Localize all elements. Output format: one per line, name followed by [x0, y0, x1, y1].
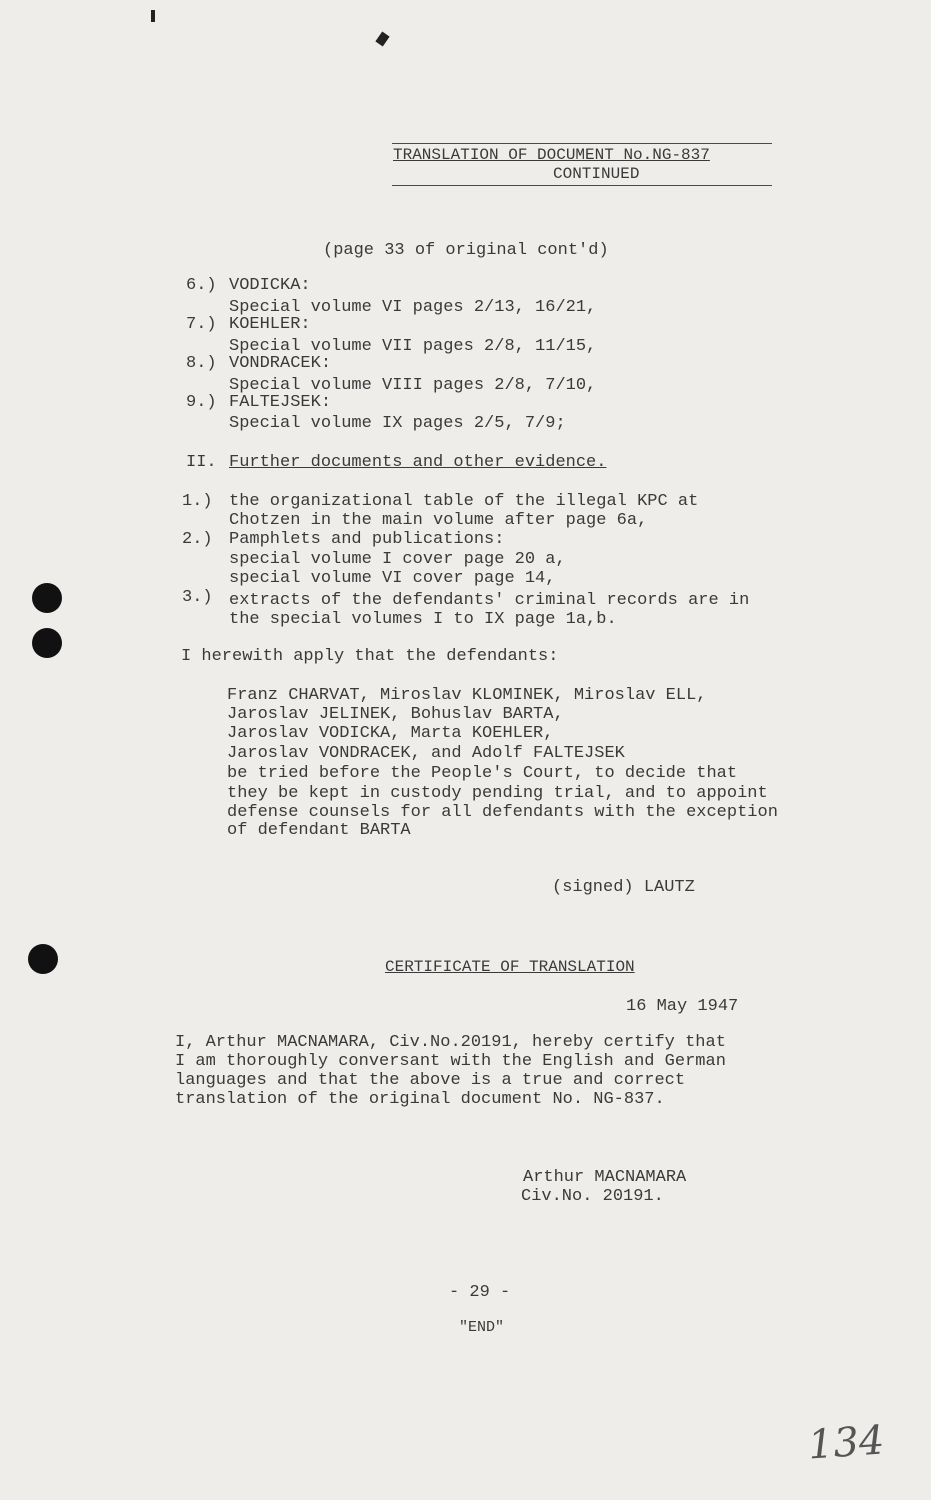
header-rule-bottom — [392, 185, 772, 186]
list-number: 8.) — [186, 354, 217, 373]
witness-name: KOEHLER: — [229, 315, 311, 334]
witness-reference: Special volume VI pages 2/13, 16/21, — [229, 298, 597, 317]
application-line: Jaroslav VODICKA, Marta KOEHLER, — [227, 724, 554, 743]
signature: (signed) LAUTZ — [552, 878, 695, 897]
ink-mark — [375, 32, 389, 47]
certificate-date: 16 May 1947 — [626, 997, 739, 1016]
application-line: be tried before the People's Court, to decide that — [227, 764, 738, 783]
application-line: Jaroslav JELINEK, Bohuslav BARTA, — [227, 705, 564, 724]
page-note: (page 33 of original cont'd) — [323, 241, 609, 260]
evidence-line: special volume VI cover page 14, — [229, 569, 556, 588]
translator-civ-number: Civ.No. 20191. — [521, 1187, 664, 1206]
application-line: Franz CHARVAT, Miroslav KLOMINEK, Miroslav ELL, — [227, 686, 707, 705]
certificate-line: I, Arthur MACNAMARA, Civ.No.20191, hereby certify that — [175, 1033, 726, 1052]
header-rule-top — [392, 143, 772, 144]
list-number: 6.) — [186, 276, 217, 295]
evidence-line: special volume I cover page 20 a, — [229, 550, 566, 569]
document-title: TRANSLATION OF DOCUMENT No.NG-837 — [393, 146, 710, 164]
punch-hole — [28, 944, 58, 974]
document-subtitle: CONTINUED — [553, 165, 640, 183]
application-line: Jaroslav VONDRACEK, and Adolf FALTEJSEK — [227, 744, 625, 763]
translator-name: Arthur MACNAMARA — [523, 1168, 687, 1187]
section-number: II. — [186, 453, 217, 472]
handwritten-page-number: 134 — [806, 1417, 886, 1469]
list-number: 3.) — [182, 588, 213, 607]
list-number: 9.) — [186, 393, 217, 412]
witness-name: VODICKA: — [229, 276, 311, 295]
certificate-line: I am thoroughly conversant with the English and German — [175, 1052, 726, 1071]
end-marker: "END" — [459, 1319, 505, 1336]
evidence-line: the special volumes I to IX page 1a,b. — [229, 610, 617, 629]
punch-hole — [32, 583, 62, 613]
application-intro: I herewith apply that the defendants: — [181, 647, 559, 666]
certificate-title: CERTIFICATE OF TRANSLATION — [385, 958, 635, 976]
witness-reference: Special volume VII pages 2/8, 11/15, — [229, 337, 597, 356]
witness-reference: Special volume IX pages 2/5, 7/9; — [229, 414, 566, 433]
witness-name: VONDRACEK: — [229, 354, 332, 373]
application-line: they be kept in custody pending trial, and to appoint — [227, 784, 768, 803]
list-number: 2.) — [182, 530, 213, 549]
certificate-line: translation of the original document No. NG-837. — [175, 1090, 665, 1109]
punch-hole — [32, 628, 62, 658]
witness-reference: Special volume VIII pages 2/8, 7/10, — [229, 376, 597, 395]
list-number: 1.) — [182, 492, 213, 511]
list-number: 7.) — [186, 315, 217, 334]
evidence-line: extracts of the defendants' criminal records are in — [229, 591, 750, 610]
ink-mark — [151, 10, 155, 22]
application-line: of defendant BARTA — [227, 821, 411, 840]
application-line: defense counsels for all defendants with the exception — [227, 803, 778, 822]
section-heading: Further documents and other evidence. — [229, 453, 607, 472]
evidence-line: Chotzen in the main volume after page 6a, — [229, 511, 648, 530]
evidence-line: the organizational table of the illegal KPC at — [229, 492, 699, 511]
page-number: - 29 - — [449, 1283, 511, 1302]
witness-name: FALTEJSEK: — [229, 393, 332, 412]
certificate-line: languages and that the above is a true and correct — [175, 1071, 686, 1090]
evidence-line: Pamphlets and publications: — [229, 530, 505, 549]
